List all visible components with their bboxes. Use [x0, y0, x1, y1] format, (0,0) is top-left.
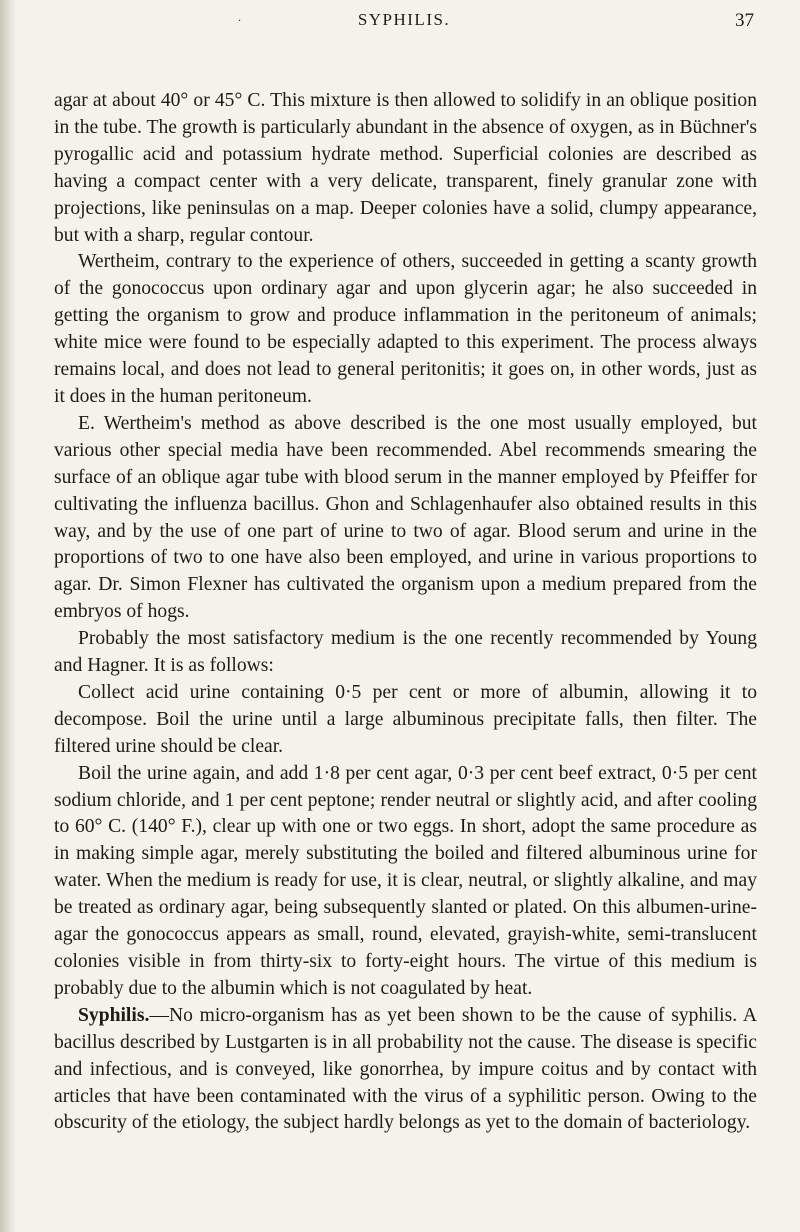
- paragraph-collect-urine: Collect acid urine containing 0·5 per cent or more of albumin, allowing it to decompose. Boil the urine until a large albuminous precipitate falls, then filter. The filtered urine should be clear.: [54, 681, 757, 757]
- paragraph-syphilis: [54, 1003, 757, 1138]
- paragraph-boil-urine: Boil the urine again, and add 1·8 per cent agar, 0·3 per cent beef extract, 0·5 per cent sodium chloride, and 1 per cent peptone; render neutral or slightly acid, and after cooling to 60° C. (140° F.), clear up with one or two eggs. In short, adopt the same procedure as in making simple agar, merely substituting the boiled and filtered albuminous urine for water. When the medium is ready for use, it is clear, neutral, or slightly alkaline, and may be treated as ordinary agar, being subsequently slanted or plated. On this albumen-urine-agar the gonococcus appears as small, round, elevated, grayish-white, semi-translucent colonies visible in from thirty-six to forty-eight hours. The virtue of this medium is probably due to the albumin which is not coagulated by heat.: [54, 762, 757, 999]
- page-number: 37: [735, 10, 754, 31]
- paragraph-wertheim: Wertheim, contrary to the experience of others, succeeded in getting a scanty growth of the gonococcus upon ordinary agar and upon glycerin agar; he also succeeded in getting the organism to grow and produce inflammation in the peritoneum of animals; white mice were found to be especially adapted to this experiment. The process always remains local, and does not lead to general peritonitis; it goes on, in other words, just as it does in the human peritoneum.: [54, 251, 757, 407]
- syphilis-sidehead: Syphilis.: [78, 1004, 150, 1026]
- paragraph-young-hagner: Probably the most satisfactory medium is the one recently recommended by Young and Hagner. It is as follows:: [54, 628, 757, 677]
- body-text: [54, 88, 757, 1137]
- page-binding-edge: [0, 0, 16, 1232]
- running-header: [54, 10, 754, 34]
- paragraph-wertheim-method: E. Wertheim's method as above described is the one most usually employed, but various other special media have been recommended. Abel recommends smearing the surface of an oblique agar tube with blood serum in the manner employed by Pfeiffer for cultivating the influenza bacillus. Ghon and Schlagenhaufer also obtained results in this way, and by the use of one part of urine to two of agar. Blood serum and urine in the proportions of two to one have also been employed, and urine in various proportions to agar. Dr. Simon Flexner has cultivated the organism upon a medium prepared from the embryos of hogs.: [54, 412, 757, 623]
- paragraph-agar-growth: agar at about 40° or 45° C. This mixture is then allowed to solidify in an oblique position in the tube. The growth is particularly abundant in the absence of oxygen, as in Büchner's pyrogallic acid and potassium hydrate method. Superficial colonies are described as having a compact center with a very delicate, transparent, finely granular zone with projections, like peninsulas on a map. Deeper colonies have a solid, clumpy appearance, but with a sharp, regular contour.: [54, 90, 757, 246]
- syphilis-text: —No micro-organism has as yet been shown to be the cause of syphilis. A bacillus described by Lustgarten is in all probability not the cause. The disease is specific and infectious, and is conveyed, like gonorrhea, by impure coitus and by contact with articles that have been contaminated with the virus of a syphilitic person. Owing to the obscurity of the etiology, the subject hardly belongs as yet to the domain of bacteriology.: [54, 1004, 757, 1134]
- header-dot-mark: ·: [238, 16, 242, 27]
- running-title: SYPHILIS.: [357, 10, 451, 29]
